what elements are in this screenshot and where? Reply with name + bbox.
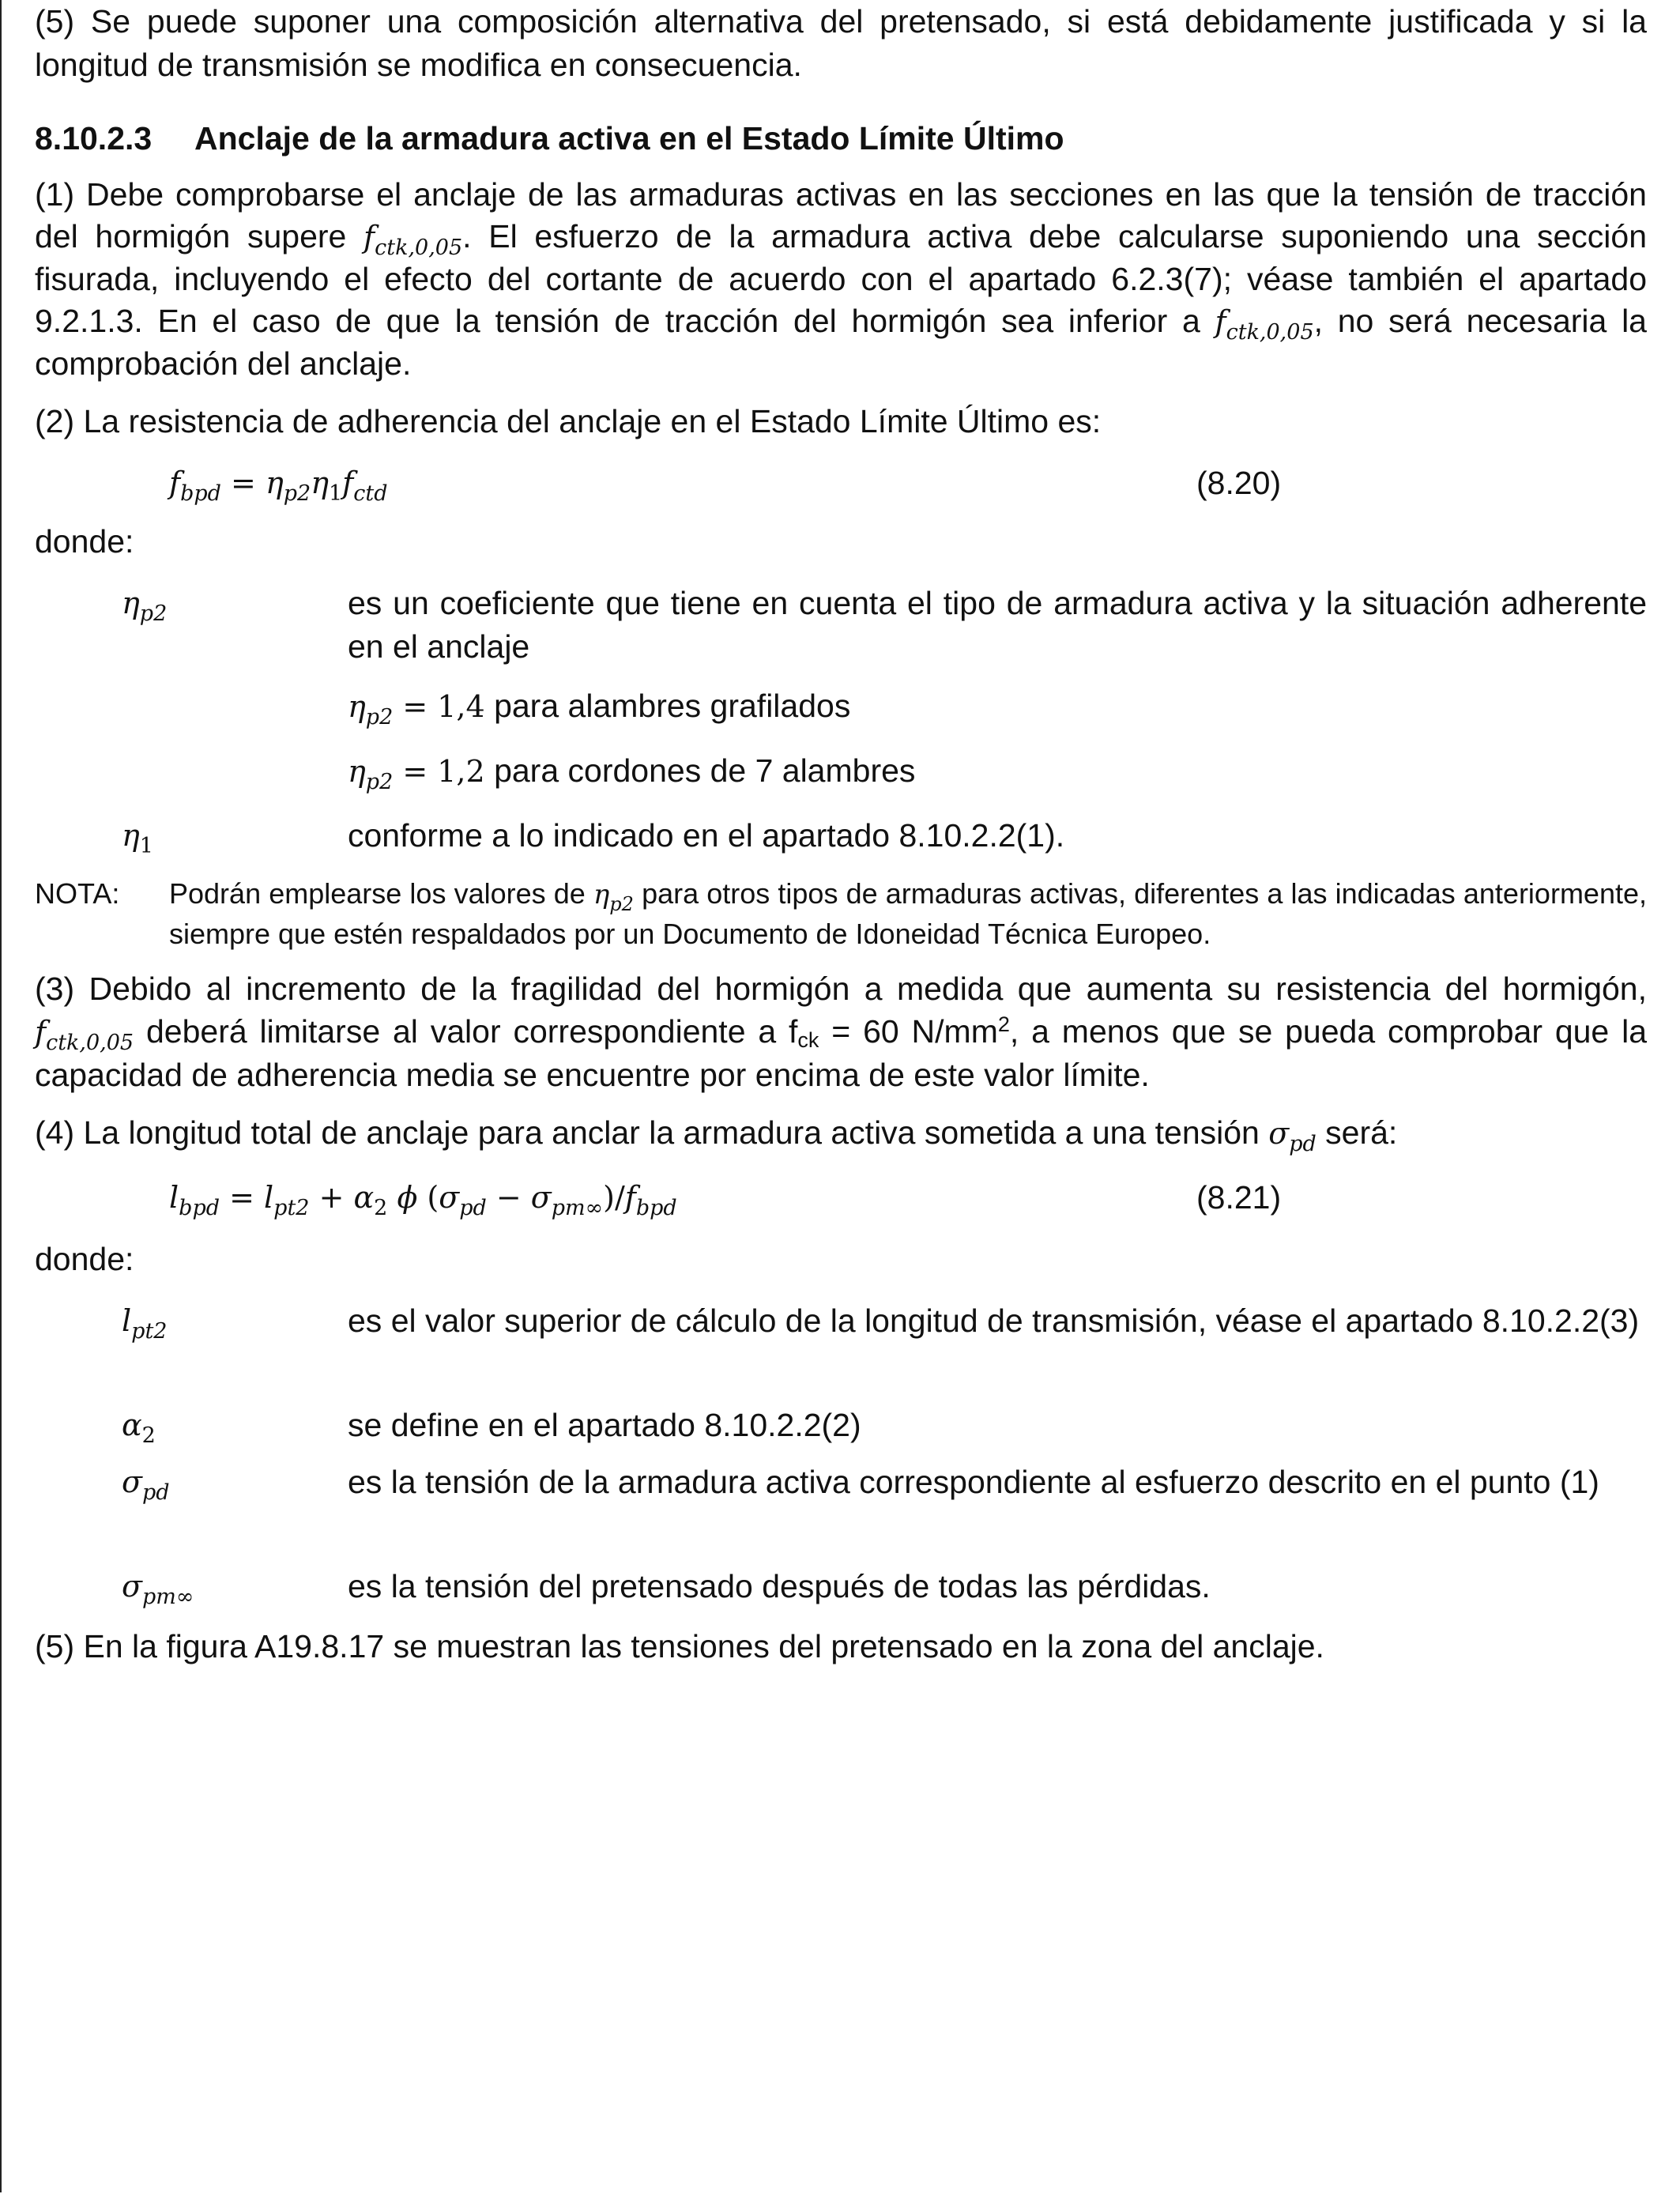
symbol-eta-p2: $\eta_{p2}$ [122, 586, 168, 626]
symbol-alpha-2: $\alpha_2$ [122, 1408, 156, 1448]
math-fctk005-2: $f_{ctk,0,05}$ [1215, 304, 1314, 345]
equation-8-21 [35, 1176, 1647, 1227]
val1-desc: para alambres grafilados [484, 688, 851, 724]
equation-8-21-formula: $l_{bpd} = l_{pt2} + \alpha_2$ ϕ $(\sigma_{pd} - \sigma_{pm\infty})/f_{bpd}$ [169, 1180, 677, 1220]
def-sigma-pm-inf [35, 1565, 1647, 1608]
p1-text-b: . El esfuerzo de la armadura activa debe calcularse suponiendo una sección fisurada, incluyendo el efecto del cortante de acuerdo con el apartado 6.2.3(7); véase también el apartado 9.2.1.3. En el caso de que la tensión de tracción del hormigón sea inferior a [35, 218, 1647, 339]
note-label: NOTA: [35, 877, 120, 910]
paragraph-5-prev: (5) Se puede suponer una composición alternativa del pretensado, si está debidamente justificada y si la longitud de transmisión se modifica en consecuencia. [35, 3, 1647, 83]
def-alpha-2-desc: se define en el apartado 8.10.2.2(2) [348, 1407, 861, 1443]
def-eta-p2 [35, 582, 1647, 669]
def-eta-1-desc: conforme a lo indicado en el apartado 8.10.2.2(1). [348, 817, 1065, 854]
equation-8-20-number: (8.20) [1196, 465, 1282, 501]
donde-label-1: donde: [35, 523, 134, 560]
symbol-l-pt2: $l_{pt2}$ [122, 1303, 168, 1344]
paragraph-1 [35, 174, 1647, 385]
section-heading [35, 117, 1064, 160]
def-sigma-pd [35, 1461, 1647, 1504]
note-block [35, 874, 1647, 954]
val2-desc: para cordones de 7 alambres [484, 752, 916, 789]
def-eta-1 [35, 814, 1647, 858]
math-fctk005-3: $f_{ctk,0,05}$ [35, 1015, 134, 1055]
equation-8-21-number: (8.21) [1196, 1179, 1282, 1216]
def-eta-p2-desc: es un coeficiente que tiene en cuenta el tipo de armadura activa y la situación adherente en el anclaje [348, 585, 1647, 665]
equation-8-20 [35, 462, 1647, 512]
equation-8-20-formula: $f_{bpd} = \eta_{p2}\eta_1f_{ctd}$ [169, 466, 388, 506]
def-l-pt2 [35, 1299, 1647, 1343]
math-eta-p2-val2: $\eta_{p2} = 1,2$ [348, 754, 485, 794]
section-number: 8.10.2.3 [35, 120, 153, 156]
def-l-pt2-desc: es el valor superior de cálculo de la longitud de transmisión, véase el apartado 8.10.2.2(3) [348, 1302, 1640, 1339]
p1-text-a: (1) Debe comprobarse el anclaje de las armaduras activas en las secciones en las que la tensión de tracción del hormigón supere [35, 176, 1647, 254]
def-alpha-2 [35, 1404, 1647, 1447]
math-fctk005: $f_{ctk,0,05}$ [363, 220, 463, 260]
paragraph-3: (3) Debido al incremento de la fragilidad del hormigón a medida que aumenta su resistencia del hormigón, $f_{ctk,0,05}$ deberá limitarse al valor correspondiente a $f_{ck} = 60$ $N/mm^2$, a menos que se pueda comprobar que la capacidad de adherencia media se encuentre por encima de este valor límite. [35, 971, 1648, 1093]
math-eta-p2-val1: $\eta_{p2} = 1,4$ [348, 689, 485, 729]
math-eta-p2-note: $\eta_{p2}$ [593, 879, 634, 915]
paragraph-5: (5) En la figura A19.8.17 se muestran las tensiones del pretensado en la zona del anclaje. [35, 1628, 1324, 1664]
math-sigma-pd: $\sigma_{pd}$ [1268, 1116, 1317, 1156]
section-title: Anclaje de la armadura activa en el Estado Límite Último [194, 120, 1064, 156]
def-eta-p2-val1 [35, 684, 1647, 729]
paragraph-2: (2) La resistencia de adherencia del anclaje en el Estado Límite Último es: [35, 403, 1102, 439]
paragraph-4: (4) La longitud total de anclaje para anclar la armadura activa sometida a una tensión $\sigma_{pd}$ será: [35, 1114, 1398, 1156]
symbol-sigma-pm-inf: $\sigma_{pm\infty}$ [122, 1569, 194, 1609]
symbol-eta-1: $\eta_1$ [122, 818, 153, 858]
p1-text-c: , no será necesaria la comprobación del anclaje. [35, 303, 1647, 382]
def-sigma-pm-inf-desc: es la tensión del pretensado después de todas las pérdidas. [348, 1568, 1211, 1604]
note-text: Podrán emplearse los valores de $\eta_{p2}$ para otros tipos de armaduras activas, diferentes a las indicadas anteriormente, siempre que estén respaldados por un Documento de Idoneidad Técnica Europeo. [169, 877, 1647, 950]
def-sigma-pd-desc: es la tensión de la armadura activa correspondiente al esfuerzo descrito en el punto (1) [348, 1464, 1599, 1500]
def-eta-p2-val2 [35, 749, 1647, 794]
symbol-sigma-pd: $\sigma_{pd}$ [122, 1465, 170, 1505]
donde-label-2: donde: [35, 1241, 134, 1277]
